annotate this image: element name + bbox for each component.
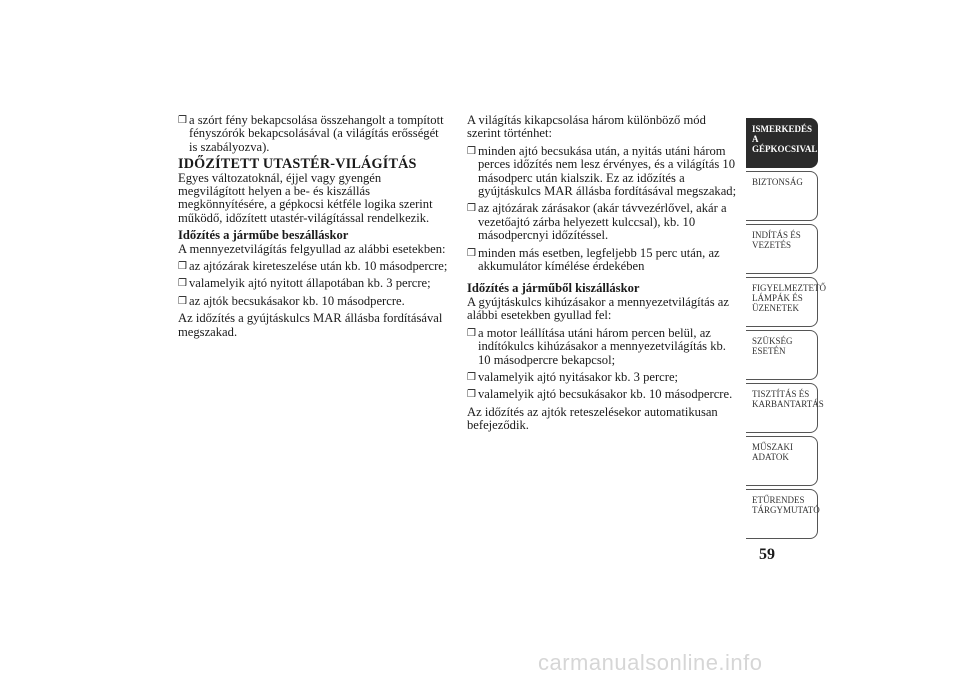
list-item [467,371,739,384]
checkbox-bullet-icon: ❒ [178,295,187,307]
right-column [467,114,739,437]
subheading: Időzítés a járműbe beszálláskor [178,228,349,243]
closing-paragraph: Az időzítés a gyújtáskulcs MAR állásba fordításával megszakad. [178,311,443,339]
list-item-text: a motor leállítása utáni három percen belül, az indítókulcs kihúzásakor a mennyezetvilágítás kb. 10 másodpercre bekapcsol; [478,325,726,367]
list-item-text: minden ajtó becsukása után, a nyitás utáni három perces időzítés nem lesz érvényes, és a világítás 10 másodperc után kialszik. Ez az időzítés a gyújtáskulcs MAR állásba fordításával megszakad; [478,143,737,199]
list-item [178,114,450,154]
list-item [467,327,739,367]
checkbox-bullet-icon: ❒ [178,278,187,290]
list-item [467,388,739,401]
list-item [178,277,450,290]
tab-emergency[interactable]: SZÜKSÉG ESETÉN [746,330,818,380]
intro-paragraph: A világítás kikapcsolása három különböző mód szerint történhet: [467,113,706,141]
closing-paragraph: Az időzítés az ajtók reteszelésekor automatikusan befejeződik. [467,404,718,433]
checkbox-bullet-icon: ❒ [467,371,476,383]
list-item-text: a szórt fény bekapcsolása összehangolt a tompított fényszórók bekapcsolásával (a világítás erősségét is szabályozva). [189,113,444,154]
checkbox-bullet-icon: ❒ [178,115,187,126]
list-item-text: az ajtózárak zárásakor (akár távvezérlővel, akár a vezetőajtó zárba helyezett kulccsal), kb. 10 másodpercnyi időzítéssel. [478,201,727,243]
paragraph: A mennyezetvilágítás felgyullad az alábbi esetekben: [178,241,446,256]
paragraph: A gyújtáskulcs kihúzásakor a mennyezetvilágítás az alábbi esetekben gyullad fel: [467,294,729,323]
list-item [467,145,739,199]
checkbox-bullet-icon: ❒ [467,327,476,339]
tab-warning-lights[interactable]: FIGYELMEZTETŐ LÁMPÁK ÉS ÜZENETEK [746,277,818,327]
list-item [467,202,739,242]
section-heading: IDŐZÍTETT UTASTÉR-VILÁGÍTÁS [178,156,417,173]
tab-starting-driving[interactable]: INDÍTÁS ÉS VEZETÉS [746,224,818,274]
list-item-text: az ajtók becsukásakor kb. 10 másodpercre. [189,293,405,308]
checkbox-bullet-icon: ❒ [467,145,476,157]
list-item [178,295,450,308]
checkbox-bullet-icon: ❒ [467,203,476,215]
tab-index[interactable]: ETŰRENDES TÁRGYMUTATÓ [746,489,818,539]
intro-paragraph: Egyes változatoknál, éjjel vagy gyengén megvilágított helyen a be- és kiszállás megkönnyítésére, a gépkocsi kétféle logika szerint működő, időzített utastér-világítással rendelkezik. [178,170,433,225]
watermark: carmanualsonline.info [538,650,763,675]
list-item-text: minden más esetben, legfeljebb 15 perc után, az akkumulátor kímélése érdekében [478,245,720,274]
list-item-text: valamelyik ajtó nyitott állapotában kb. 3 percre; [189,276,431,291]
tab-maintenance[interactable]: TISZTÍTÁS ÉS KARBANTARTÁS [746,383,818,433]
list-item-text: az ajtózárak kireteszelése után kb. 10 másodpercre; [189,259,448,274]
page-number: 59 [759,546,775,563]
chapter-tabs [746,118,826,542]
checkbox-bullet-icon: ❒ [178,261,187,273]
list-item [178,260,450,273]
list-item [467,247,739,274]
checkbox-bullet-icon: ❒ [467,389,476,401]
list-item-text: valamelyik ajtó becsukásakor kb. 10 másodpercre. [478,387,733,402]
tab-getting-to-know[interactable]: ISMERKEDÉS A GÉPKOCSIVAL [746,118,818,168]
list-item-text: valamelyik ajtó nyitásakor kb. 3 percre; [478,369,679,384]
tab-safety[interactable]: BIZTONSÁG [746,171,818,221]
left-column [178,114,450,343]
subheading: Időzítés a járműből kiszálláskor [467,281,640,296]
checkbox-bullet-icon: ❒ [467,247,476,259]
tab-technical-data[interactable]: MŰSZAKI ADATOK [746,436,818,486]
